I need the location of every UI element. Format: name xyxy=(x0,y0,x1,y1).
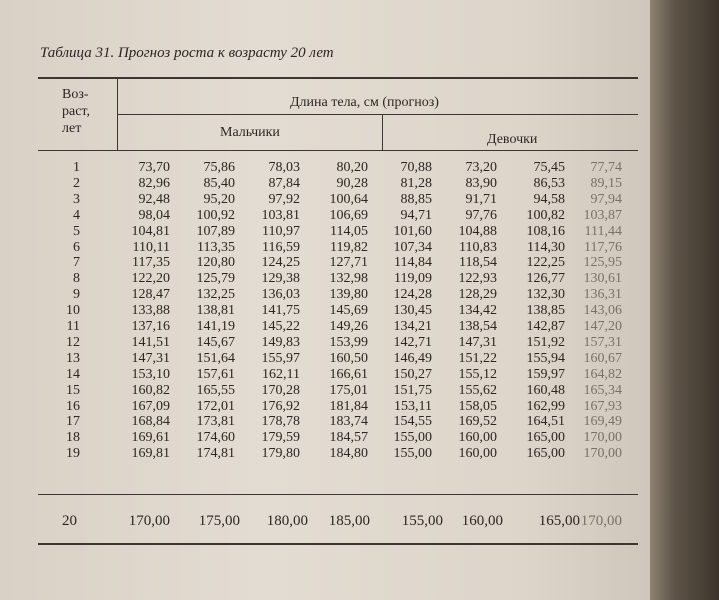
body-length-header: Длина тела, см (прогноз) xyxy=(290,95,439,110)
table-cell: 168,84 xyxy=(131,414,170,430)
table-cell: 122,20 xyxy=(131,271,170,287)
table-cell: 158,05 xyxy=(458,398,497,414)
table-cell: 130,61 xyxy=(583,271,622,287)
table-cell: 116,59 xyxy=(262,239,300,255)
table-cell: 169,52 xyxy=(458,414,497,430)
table-cell: 86,53 xyxy=(533,175,565,191)
table-cell: 160,00 xyxy=(458,430,497,446)
table-cell: 170,00 xyxy=(583,446,622,462)
age-header-line-2: раст, xyxy=(62,104,90,119)
table-cell: 160,50 xyxy=(329,350,368,366)
table-cell: 169,49 xyxy=(583,414,622,430)
table-cell: 87,84 xyxy=(268,175,300,191)
table-cell: 155,94 xyxy=(526,350,565,366)
table-cell: 138,54 xyxy=(458,319,497,334)
table-cell: 157,31 xyxy=(583,334,622,350)
table-cell: 119,09 xyxy=(394,271,432,287)
row-age: 5 xyxy=(73,223,80,239)
row-age: 3 xyxy=(73,191,80,207)
table-cell: 100,82 xyxy=(526,207,565,223)
final-row-age: 20 xyxy=(62,513,77,529)
table-cell: 117,35 xyxy=(132,255,170,271)
row-age: 4 xyxy=(73,207,80,223)
table-cell: 162,11 xyxy=(262,366,300,382)
table-cell: 83,90 xyxy=(465,175,497,191)
table-cell: 169,81 xyxy=(131,446,170,462)
table-row xyxy=(0,240,650,256)
table-row xyxy=(0,287,650,303)
table-cell: 150,27 xyxy=(393,366,432,382)
table-cell: 175,01 xyxy=(329,382,368,398)
table-cell: 103,87 xyxy=(583,207,622,223)
table-cell: 141,51 xyxy=(131,334,170,350)
table-cell: 110,11 xyxy=(132,239,170,255)
table-row xyxy=(0,224,650,240)
table-cell: 82,96 xyxy=(138,175,170,191)
table-cell: 127,71 xyxy=(329,255,368,271)
table-cell: 179,80 xyxy=(261,446,300,462)
table-cell: 97,76 xyxy=(465,207,497,223)
final-cell: 185,00 xyxy=(328,513,370,529)
table-cell: 81,28 xyxy=(400,175,432,191)
table-cell: 103,81 xyxy=(261,207,300,223)
table-cell: 165,00 xyxy=(526,446,565,462)
final-cell: 170,00 xyxy=(580,513,622,529)
table-cell: 170,00 xyxy=(583,430,622,446)
table-cell: 94,71 xyxy=(400,207,432,223)
table-cell: 88,85 xyxy=(400,191,432,207)
table-cell: 104,88 xyxy=(458,223,497,239)
table-cell: 85,40 xyxy=(203,175,235,191)
row-age: 1 xyxy=(73,160,80,175)
row-age: 7 xyxy=(73,255,80,271)
table-cell: 136,03 xyxy=(261,287,300,303)
row-age: 16 xyxy=(66,398,80,414)
table-cell: 132,98 xyxy=(329,271,368,287)
table-cell: 97,92 xyxy=(268,191,300,207)
table-cell: 73,70 xyxy=(138,160,170,175)
table-row xyxy=(0,430,650,446)
table-cell: 129,38 xyxy=(261,271,300,287)
table-cell: 125,95 xyxy=(583,255,622,271)
table-row xyxy=(0,335,650,351)
table-cell: 167,09 xyxy=(131,398,170,414)
table-cell: 181,84 xyxy=(329,398,368,414)
table-row xyxy=(0,303,650,319)
table-cell: 128,29 xyxy=(458,287,497,303)
table-cell: 77,74 xyxy=(590,160,622,175)
table-cell: 164,51 xyxy=(526,414,565,430)
table-cell: 141,19 xyxy=(196,319,235,334)
table-cell: 120,80 xyxy=(196,255,235,271)
row-age: 2 xyxy=(73,175,80,191)
table-cell: 167,93 xyxy=(583,398,622,414)
table-cell: 146,49 xyxy=(393,350,432,366)
table-cell: 125,79 xyxy=(196,271,235,287)
table-cell: 153,99 xyxy=(329,334,368,350)
table-cell: 160,00 xyxy=(458,446,497,462)
table-cell: 119,82 xyxy=(330,239,368,255)
table-cell: 122,25 xyxy=(526,255,565,271)
table-cell: 184,57 xyxy=(329,430,368,446)
table-cell: 153,11 xyxy=(394,398,432,414)
table-row xyxy=(0,383,650,399)
table-cell: 98,04 xyxy=(138,207,170,223)
table-cell: 142,87 xyxy=(526,319,565,334)
age-header-line-1: Воз- xyxy=(62,87,89,102)
table-cell: 136,31 xyxy=(583,287,622,303)
row-age: 10 xyxy=(66,303,80,319)
table-cell: 157,61 xyxy=(196,366,235,382)
table-cell: 130,45 xyxy=(393,303,432,319)
table-cell: 133,88 xyxy=(131,303,170,319)
table-cell: 95,20 xyxy=(203,191,235,207)
table-top-rule xyxy=(38,77,638,79)
table-cell: 172,01 xyxy=(196,398,235,414)
table-cell: 97,94 xyxy=(590,191,622,207)
table-cell: 142,71 xyxy=(393,334,432,350)
table-cell: 70,88 xyxy=(400,160,432,175)
final-cell: 165,00 xyxy=(538,513,580,529)
table-cell: 147,31 xyxy=(131,350,170,366)
table-cell: 73,20 xyxy=(465,160,497,175)
table-cell: 154,55 xyxy=(393,414,432,430)
table-cell: 134,42 xyxy=(458,303,497,319)
row-age: 19 xyxy=(66,446,80,462)
table-cell: 159,97 xyxy=(526,366,565,382)
page-edge-shadow xyxy=(650,0,719,600)
table-cell: 145,67 xyxy=(196,334,235,350)
final-row-top-rule xyxy=(38,494,638,495)
table-cell: 149,26 xyxy=(329,319,368,334)
table-cell: 174,81 xyxy=(196,446,235,462)
row-age: 13 xyxy=(66,350,80,366)
table-cell: 107,34 xyxy=(393,239,432,255)
table-row xyxy=(0,414,650,430)
table-cell: 145,22 xyxy=(261,319,300,334)
table-cell: 75,45 xyxy=(533,160,565,175)
table-cell: 162,99 xyxy=(526,398,565,414)
table-cell: 173,81 xyxy=(196,414,235,430)
table-row xyxy=(0,319,650,335)
table-cell: 101,60 xyxy=(393,223,432,239)
table-cell: 183,74 xyxy=(329,414,368,430)
girls-header: Девочки xyxy=(487,132,538,147)
table-cell: 141,75 xyxy=(261,303,300,319)
table-cell: 143,06 xyxy=(583,303,622,319)
table-cell: 78,03 xyxy=(268,160,300,175)
table-cell: 100,64 xyxy=(329,191,368,207)
boys-header: Мальчики xyxy=(220,125,280,140)
table-cell: 104,81 xyxy=(131,223,170,239)
table-cell: 75,86 xyxy=(203,160,235,175)
table-row xyxy=(0,351,650,367)
boys-girls-divider xyxy=(382,115,383,150)
table-cell: 113,35 xyxy=(197,239,235,255)
table-cell: 114,30 xyxy=(527,239,565,255)
table-cell: 106,69 xyxy=(329,207,368,223)
age-header-line-3: лет xyxy=(62,121,82,136)
table-cell: 151,22 xyxy=(458,350,497,366)
table-row xyxy=(0,399,650,415)
table-cell: 160,67 xyxy=(583,350,622,366)
table-cell: 145,69 xyxy=(329,303,368,319)
table-cell: 100,92 xyxy=(196,207,235,223)
table-cell: 126,77 xyxy=(526,271,565,287)
table-cell: 107,89 xyxy=(196,223,235,239)
table-cell: 151,64 xyxy=(196,350,235,366)
age-column-divider xyxy=(117,78,118,150)
table-row xyxy=(0,367,650,383)
table-cell: 184,80 xyxy=(329,446,368,462)
table-cell: 124,28 xyxy=(393,287,432,303)
table-row xyxy=(0,192,650,208)
table-cell: 155,12 xyxy=(458,366,497,382)
table-cell: 80,20 xyxy=(336,160,368,175)
table-cell: 179,59 xyxy=(261,430,300,446)
table-cell: 155,62 xyxy=(458,382,497,398)
table-cell: 165,34 xyxy=(583,382,622,398)
table-cell: 165,00 xyxy=(526,430,565,446)
table-cell: 137,16 xyxy=(131,319,170,334)
table-cell: 134,21 xyxy=(393,319,432,334)
final-cell: 155,00 xyxy=(401,513,443,529)
header-mid-rule xyxy=(118,114,638,115)
table-cell: 178,78 xyxy=(261,414,300,430)
table-cell: 149,83 xyxy=(261,334,300,350)
table-cell: 90,28 xyxy=(336,175,368,191)
table-cell: 108,16 xyxy=(526,223,565,239)
row-age: 8 xyxy=(73,271,80,287)
final-cell: 180,00 xyxy=(266,513,308,529)
final-cell: 175,00 xyxy=(198,513,240,529)
final-cell: 170,00 xyxy=(128,513,170,529)
row-age: 6 xyxy=(73,239,80,255)
table-cell: 155,00 xyxy=(393,446,432,462)
table-cell: 138,81 xyxy=(196,303,235,319)
row-age: 9 xyxy=(73,287,80,303)
table-cell: 128,47 xyxy=(131,287,170,303)
table-cell: 132,30 xyxy=(526,287,565,303)
table-cell: 122,93 xyxy=(458,271,497,287)
table-cell: 132,25 xyxy=(196,287,235,303)
table-row xyxy=(0,176,650,192)
table-cell: 169,61 xyxy=(131,430,170,446)
table-cell: 174,60 xyxy=(196,430,235,446)
table-cell: 110,97 xyxy=(262,223,300,239)
table-cell: 155,97 xyxy=(261,350,300,366)
table-cell: 138,85 xyxy=(526,303,565,319)
table-cell: 111,44 xyxy=(584,223,622,239)
table-cell: 151,92 xyxy=(526,334,565,350)
table-cell: 151,75 xyxy=(393,382,432,398)
table-cell: 124,25 xyxy=(261,255,300,271)
row-age: 11 xyxy=(66,319,80,334)
row-age: 15 xyxy=(66,382,80,398)
table-cell: 89,15 xyxy=(590,175,622,191)
table-cell: 153,10 xyxy=(131,366,170,382)
table-cell: 155,00 xyxy=(393,430,432,446)
table-row xyxy=(0,208,650,224)
table-caption: Таблица 31. Прогноз роста к возрасту 20 лет xyxy=(40,45,334,61)
table-cell: 94,58 xyxy=(533,191,565,207)
table-cell: 118,54 xyxy=(459,255,497,271)
table-cell: 117,76 xyxy=(584,239,622,255)
table-cell: 165,55 xyxy=(196,382,235,398)
table-row xyxy=(0,446,650,462)
table-cell: 139,80 xyxy=(329,287,368,303)
final-cell: 160,00 xyxy=(461,513,503,529)
table-row xyxy=(0,160,650,176)
table-row xyxy=(0,271,650,287)
table-cell: 164,82 xyxy=(583,366,622,382)
table-cell: 166,61 xyxy=(329,366,368,382)
row-age: 17 xyxy=(66,414,80,430)
table-cell: 160,48 xyxy=(526,382,565,398)
table-cell: 114,05 xyxy=(330,223,368,239)
table-cell: 170,28 xyxy=(261,382,300,398)
row-age: 12 xyxy=(66,334,80,350)
row-age: 14 xyxy=(66,366,80,382)
header-bottom-rule xyxy=(38,150,638,151)
table-cell: 176,92 xyxy=(261,398,300,414)
table-row xyxy=(0,255,650,271)
row-age: 18 xyxy=(66,430,80,446)
table-cell: 92,48 xyxy=(138,191,170,207)
table-cell: 147,20 xyxy=(583,319,622,334)
table-cell: 147,31 xyxy=(458,334,497,350)
table-bottom-rule xyxy=(38,543,638,545)
table-cell: 114,84 xyxy=(394,255,432,271)
table-cell: 160,82 xyxy=(131,382,170,398)
table-cell: 110,83 xyxy=(459,239,497,255)
final-row xyxy=(0,513,650,529)
table-cell: 91,71 xyxy=(465,191,497,207)
